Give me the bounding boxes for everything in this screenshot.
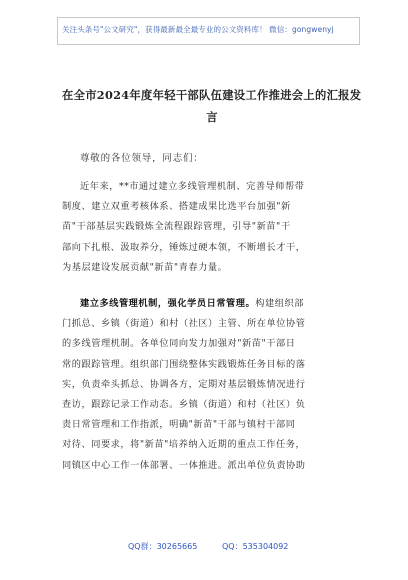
footer-qq-group: QQ群：30265665 <box>128 542 198 551</box>
paragraph-line: 查访，跟踪记录工作动态。乡镇（街道）和村（社区）负 <box>62 399 306 411</box>
title-line-2: 言 <box>206 110 218 124</box>
paragraph-line: 为基层建设发展贡献"新苗"青春力量。 <box>62 261 228 273</box>
document-title <box>62 84 362 128</box>
promo-banner-text: 关注头条号"公文研究"，获得最新最全最专业的公文资料库！ 微信：gongwenyj <box>62 25 334 34</box>
paragraph-line: 苗"干部基层实践锻炼全流程跟踪管理，引导"新苗"干 <box>62 221 291 233</box>
section-heading: 建立多线管理机制，强化学员日常管理。 <box>80 298 256 309</box>
greeting: 尊敬的各位领导，同志们： <box>80 153 204 164</box>
paragraph-line: 对待、同要求，将"新苗"培养纳入近期的重点工作任务， <box>62 439 306 451</box>
paragraph-first-line <box>62 294 362 314</box>
paragraph-line: 制度、建立双重考核体系、搭建成果比选平台加强"新 <box>62 201 291 213</box>
paragraph-intro <box>62 177 362 278</box>
paragraph-line: 实，负责牵头抓总、协调各方，定期对基层锻炼情况进行 <box>62 378 306 390</box>
paragraph-line: 门抓总、乡镇（街道）和村（社区）主管、所在单位协管 <box>62 318 306 330</box>
paragraph-line: 近年来，**市通过建立多线管理机制、完善导师帮带 <box>80 181 305 192</box>
paragraph-line: 常的跟踪管理。组织部门围绕整体实践锻炼任务目标的落 <box>62 358 306 370</box>
paragraph-line: 同镇区中心工作一体部署、一体推进。派出单位负责协助 <box>62 459 306 471</box>
paragraph-line: 责日常管理和工作指派，明确"新苗"干部与镇村干部同 <box>62 419 296 431</box>
paragraph-management <box>62 294 362 476</box>
footer-qq-contact: QQ：535304092 <box>222 542 289 551</box>
paragraph-line: 部向下扎根、汲取养分，锤炼过硬本领，不断增长才干， <box>62 241 306 253</box>
title-line-1: 在全市2024年度年轻干部队伍建设工作推进会上的汇报发 <box>62 88 362 102</box>
heading-continuation: 构建组织部 <box>255 298 304 309</box>
paragraph-line: 的多线管理机制。各单位同向发力加强对"新苗"干部日 <box>62 338 296 350</box>
